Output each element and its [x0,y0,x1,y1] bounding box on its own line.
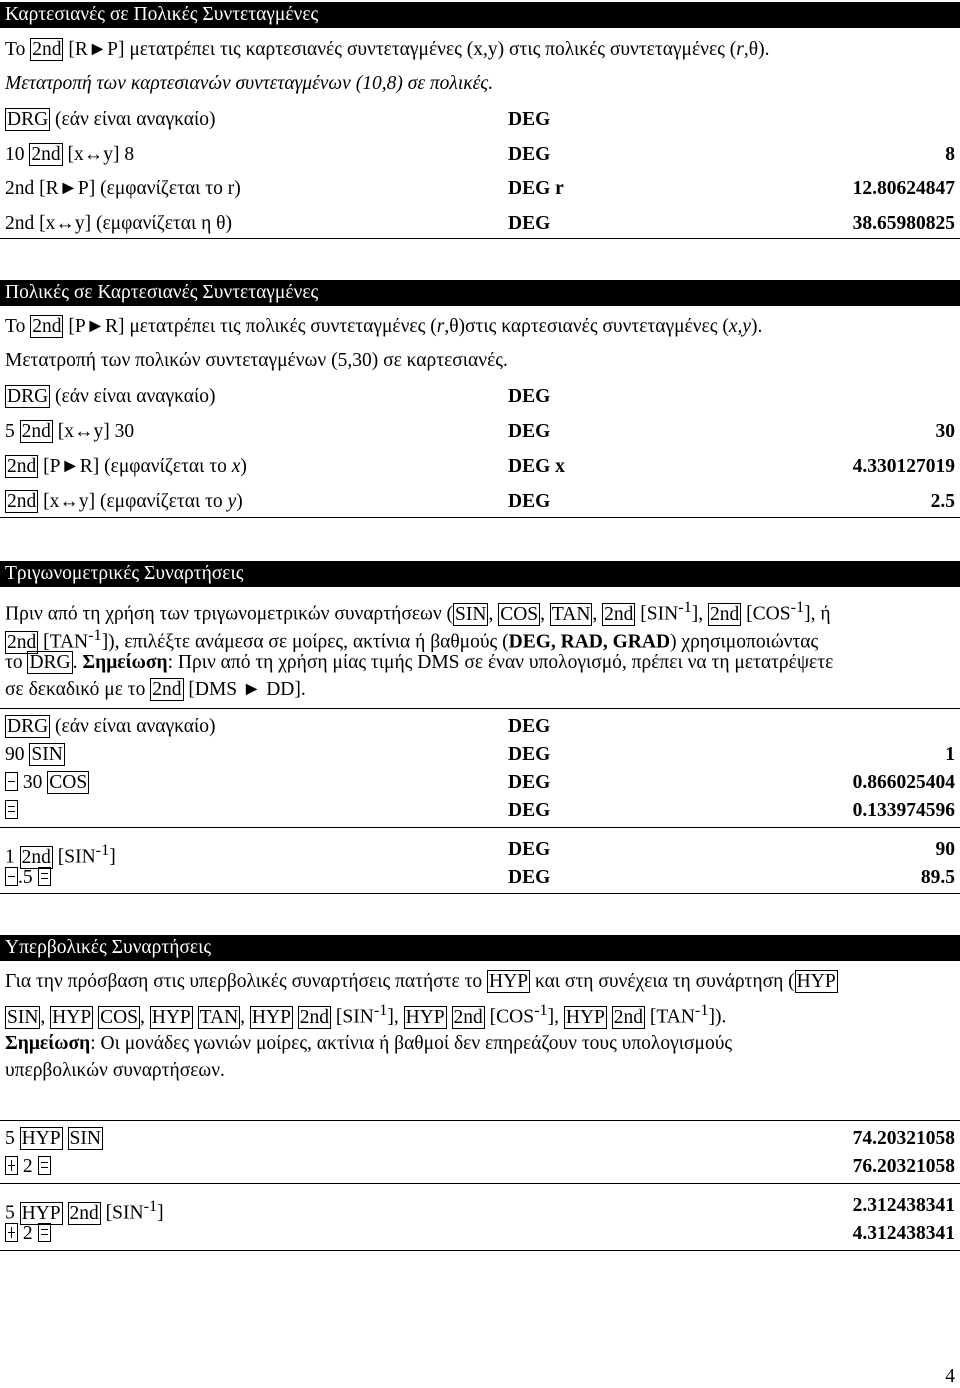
key-sin: SIN [455,603,487,625]
step-row: DRG (εάν είναι αναγκαίο) DEG [5,107,955,133]
mode-indicator: DEG [508,213,551,234]
equals-key-icon [38,867,51,886]
paragraph-line: 2nd $[TAN^{-1}]$), επιλέξτε ανάμεσα σε μοίρες, ακτίνια ή βαθμούς (DEG, RAD, GRAD) χρησιμοποιώντας [7,626,819,653]
key-sin: SIN [31,744,63,765]
step-row: 2 4.312438341 [5,1221,955,1247]
display-value: 89.5 [920,867,955,888]
mode-indicator: DEG [508,772,551,793]
display-value: 8 [945,144,955,165]
key-2nd: 2nd [21,421,51,442]
key-2nd: 2nd [604,603,634,625]
display-value: 30 [935,421,955,442]
key-2nd: 2nd [7,491,37,512]
section-title: Καρτεσιανές σε Πολικές Συντεταγμένες [5,4,319,25]
key-2nd: 2nd [7,456,37,477]
paragraph-intro: Το 2nd [R►P] μετατρέπει τις καρτεσιανές συντεταγμένες (x,y) στις πολικές συντεταγμένες (r,θ). [5,39,770,60]
paragraph-line: SIN , HYP COS , HYP TAN , HYP 2nd $[SIN^{-1}]$, HYP 2nd $[COS^{-1}]$, HYP 2nd $[TAN^{-1}]$). [7,1001,727,1028]
mode-indicator: DEG [508,386,551,407]
step-row: 2nd [R►P] (εμφανίζεται το r) DEG r 12.80624847 [5,176,955,202]
display-value: 74.20321058 [852,1128,955,1149]
paragraph-line: σε δεκαδικό με το 2nd [DMS ► DD]. [5,679,306,700]
display-value: 76.20321058 [852,1156,955,1177]
display-value: 4.330127019 [852,456,955,477]
plus-key-icon [5,1223,18,1242]
key-drg: DRG [7,386,49,407]
section-header-cartesian-to-polar [0,2,960,28]
key-cos: COS [500,603,539,625]
key-sin: SIN [69,1128,101,1149]
step-row: DRG (εάν είναι αναγκαίο) DEG [5,384,955,410]
display-value: 90 [935,839,955,860]
minus-key-icon [5,772,18,791]
key-sin: SIN [7,1006,39,1028]
key-2nd: 2nd [31,144,61,165]
section-header-hyperbolic [0,935,960,961]
display-value: 0.133974596 [852,800,955,821]
section-title: Τριγωνομετρικές Συναρτήσεις [5,563,244,584]
paragraph-example: Μετατροπή των καρτεσιανών συντεταγμένων (10,8) σε πολικές. [5,73,494,94]
step-row: DRG (εάν είναι αναγκαίο) DEG [5,714,955,740]
paragraph-line: το DRG . Σημείωση: Πριν από τη χρήση μίας τιμής DMS σε έναν υπολογισμό, πρέπει να τη μετατρέψετε [5,652,834,673]
mode-indicator: DEG r [508,178,564,199]
paragraph-line: υπερβολικών συναρτήσεων. [5,1060,225,1081]
mode-indicator: DEG [508,716,551,737]
key-cos: COS [49,772,88,793]
mode-indicator: DEG [508,144,551,165]
display-value: 2.312438341 [852,1195,955,1216]
key-2nd: 2nd [453,1006,483,1028]
equals-key-icon [38,1156,51,1175]
key-hyp: HYP [796,971,836,992]
step-row: 5 2nd [x↔y] 30 DEG 30 [5,419,955,445]
mode-indicator: DEG [508,744,551,765]
display-value: 2.5 [930,491,955,512]
key-2nd: 2nd [32,316,62,337]
display-value: 38.65980825 [852,213,955,234]
divider [0,517,960,518]
plus-key-icon [5,1156,18,1175]
step-row: 2nd [x↔y] (εμφανίζεται η θ) DEG 38.65980825 [5,211,955,237]
display-value: 12.80624847 [852,178,955,199]
divider [0,238,960,239]
equals-key-icon [5,800,18,819]
step-row [5,798,955,824]
step-row: 5 HYP SIN 74.20321058 [5,1126,955,1152]
key-hyp: HYP [151,1006,191,1028]
key-hyp: HYP [405,1006,445,1028]
paragraph-line: Για την πρόσβαση στις υπερβολικές συναρτήσεις πατήστε το HYP και στη συνέχεια τη συνάρτηση ( HYP [5,971,836,992]
key-2nd: 2nd [7,631,37,653]
step-row: 10 2nd [x↔y] 8 DEG 8 [5,142,955,168]
divider [0,1183,960,1184]
key-2nd: 2nd [710,603,740,625]
key-hyp: HYP [251,1006,291,1028]
key-hyp: HYP [52,1006,92,1028]
key-hyp: HYP [21,1128,61,1149]
mode-indicator: DEG [508,109,551,130]
key-2nd: 2nd [613,1006,644,1028]
key-2nd: 2nd [21,846,51,868]
step-row: 2 76.20321058 [5,1154,955,1180]
divider [0,893,960,894]
mode-indicator: DEG x [508,456,565,477]
key-drg: DRG [29,652,71,673]
key-2nd: 2nd [69,1202,99,1224]
key-2nd: 2nd [152,679,182,700]
paragraph-example: Μετατροπή των πολικών συντεταγμένων (5,30) σε καρτεσιανές. [5,350,508,371]
section-header-trigonometric [0,561,960,587]
key-hyp: HYP [565,1006,605,1028]
divider [0,1250,960,1251]
section-header-polar-to-cartesian [0,280,960,306]
step-row: .5 DEG 89.5 [5,865,955,891]
key-2nd: 2nd [32,39,62,60]
key-tan: TAN [199,1006,239,1028]
key-hyp: HYP [489,971,529,992]
key-hyp: HYP [21,1202,61,1224]
display-value: 1 [945,744,955,765]
step-row: 5 HYP 2nd $[SIN^{-1}]$ 2.312438341 [5,1195,955,1224]
divider [0,827,960,828]
display-value: 0.866025404 [852,772,955,793]
mode-indicator: DEG [508,800,551,821]
step-row: 30 COS DEG 0.866025404 [5,770,955,796]
step-row: 90 SIN DEG 1 [5,742,955,768]
minus-key-icon [5,867,18,886]
step-row: 2nd [P►R] (εμφανίζεται το x) DEG x 4.330127019 [5,454,955,480]
page-number: 4 [945,1366,955,1387]
paragraph-line: Πριν από τη χρήση των τριγωνομετρικών συναρτήσεων ( SIN , COS , TAN , 2nd $[SIN^{-1}]$, 2nd $[COS^{-1}]$, ή [5,598,831,625]
step-row: 1 2nd $[SIN^{-1}]$ DEG 90 [5,839,955,868]
key-cos: COS [100,1006,138,1028]
paragraph-intro: Το 2nd [P►R] μετατρέπει τις πολικές συντεταγμένες (r,θ)στις καρτεσιανές συντεταγμένες (x,y). [5,316,763,337]
paragraph-line: Σημείωση: Οι μονάδες γωνιών μοίρες, ακτίνια ή βαθμοί δεν επηρεάζουν τους υπολογισμούς [5,1033,733,1054]
section-title: Πολικές σε Καρτεσιανές Συντεταγμένες [5,282,319,303]
key-tan: TAN [551,603,591,625]
mode-indicator: DEG [508,839,551,860]
mode-indicator: DEG [508,421,551,442]
section-title: Υπερβολικές Συναρτήσεις [5,937,212,958]
divider [0,708,960,709]
mode-indicator: DEG [508,867,551,888]
mode-indicator: DEG [508,491,551,512]
key-drg: DRG [7,109,49,130]
divider [0,1120,960,1121]
equals-key-icon [38,1223,51,1242]
key-2nd: 2nd [299,1006,330,1028]
key-drg: DRG [7,716,49,737]
display-value: 4.312438341 [852,1223,955,1244]
step-row: 2nd [x↔y] (εμφανίζεται το y) DEG 2.5 [5,489,955,515]
